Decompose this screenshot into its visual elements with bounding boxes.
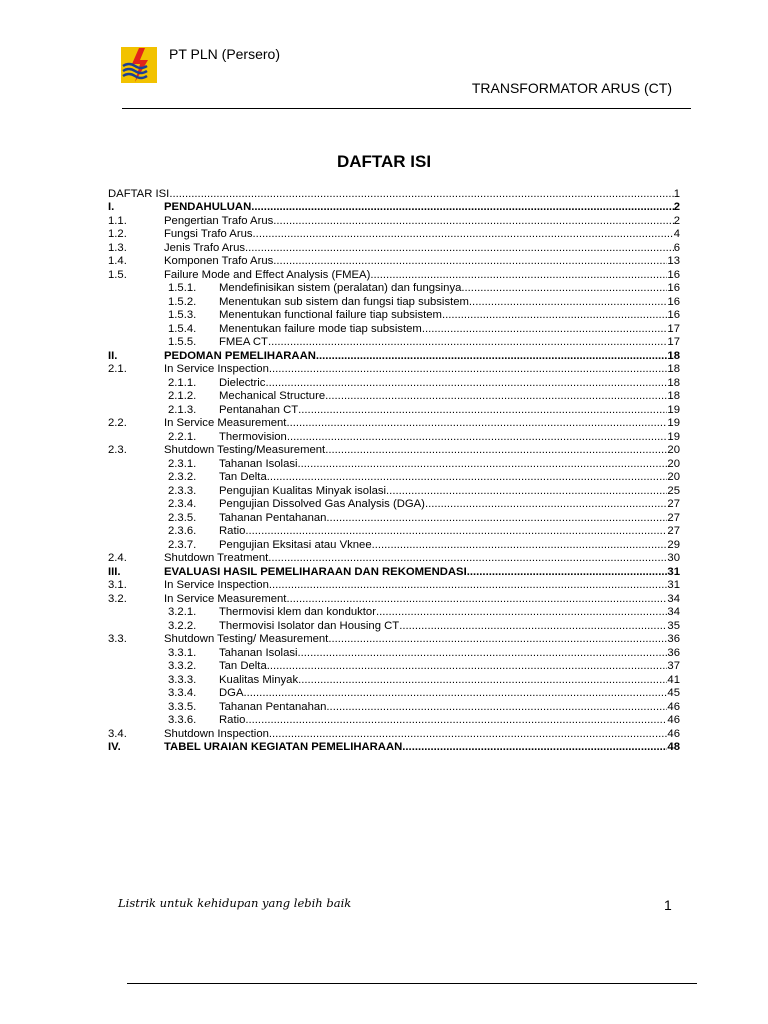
- toc-entry-title: In Service Inspection: [164, 579, 269, 591]
- toc-entry[interactable]: [108, 646, 680, 660]
- toc-entry[interactable]: [108, 633, 680, 647]
- toc-entry-title: Shutdown Inspection: [164, 727, 269, 740]
- toc-dot-leader: [245, 714, 667, 727]
- toc-dot-leader: [469, 296, 668, 309]
- toc-entry-number: 2.3.7.: [168, 538, 197, 551]
- toc-entry-page: 27: [667, 525, 680, 537]
- toc-entry-title: Jenis Trafo Arus: [164, 241, 245, 254]
- toc-entry-number: 3.3.3.: [168, 673, 197, 686]
- toc-entry-page: 31: [667, 565, 680, 578]
- toc-dot-leader: [298, 647, 668, 660]
- toc-dot-leader: [461, 282, 667, 295]
- toc-dot-leader: [268, 552, 667, 565]
- footer-tagline: Listrik untuk kehidupan yang lebih baik: [118, 896, 352, 910]
- toc-entry[interactable]: [108, 471, 680, 485]
- toc-entry[interactable]: [108, 309, 680, 323]
- toc-entry-title: FMEA CT: [219, 336, 268, 348]
- toc-entry-number: 2.1.1.: [168, 376, 197, 389]
- toc-dot-leader: [442, 309, 667, 322]
- toc-entry-number: 1.5.4.: [168, 322, 197, 335]
- toc-entry-number: 2.2.1.: [168, 430, 197, 443]
- toc-entry-title: Tahanan Isolasi: [219, 646, 298, 659]
- toc-entry-title: Tan Delta: [219, 471, 267, 483]
- toc-dot-leader: [425, 498, 667, 511]
- toc-entry-title: Mechanical Structure: [219, 390, 326, 402]
- toc-entry[interactable]: [108, 363, 680, 377]
- toc-dot-leader: [273, 215, 673, 228]
- toc-entry[interactable]: [108, 484, 680, 498]
- toc-entry-number: 3.1.: [108, 579, 127, 591]
- toc-entry[interactable]: [108, 241, 680, 255]
- toc-entry-number: 1.5.5.: [168, 336, 197, 348]
- toc-entry-title: DGA: [219, 687, 244, 699]
- toc-entry-title: Ratio: [219, 525, 246, 537]
- toc-entry-title: PENDAHULUAN: [164, 201, 252, 213]
- toc-entry[interactable]: [108, 592, 680, 606]
- toc-dot-leader: [268, 336, 667, 349]
- toc-entry[interactable]: [108, 268, 680, 282]
- toc-entry-number: 3.3.4.: [168, 687, 197, 699]
- toc-entry[interactable]: [108, 741, 680, 755]
- toc-entry-title: Menentukan failure mode tiap subsistem: [219, 322, 422, 335]
- toc-entry[interactable]: [108, 349, 680, 363]
- toc-entry-page: 18: [667, 363, 680, 375]
- toc-entry-page: 34: [667, 592, 680, 605]
- toc-entry[interactable]: [108, 295, 680, 309]
- toc-entry-title: Mendefinisikan sistem (peralatan) dan fungsinya: [219, 282, 462, 294]
- toc-entry-page: 16: [667, 268, 680, 281]
- toc-entry[interactable]: [108, 525, 680, 539]
- toc-entry-page: 18: [667, 349, 680, 362]
- toc-entry-number: 3.2.1.: [168, 606, 197, 618]
- toc-entry-title: Thermovisi Isolator dan Housing CT: [219, 619, 400, 632]
- pln-logo-icon: [118, 44, 160, 86]
- toc-entry-page: 27: [667, 511, 680, 524]
- toc-entry[interactable]: [108, 322, 680, 336]
- toc-entry-number: 2.3.6.: [168, 525, 197, 537]
- toc-dot-leader: [245, 242, 674, 255]
- toc-entry-title: Pengujian Eksitasi atau Vknee: [219, 538, 372, 551]
- toc-entry[interactable]: [108, 417, 680, 431]
- toc-entry-number: 2.3.2.: [168, 471, 197, 483]
- toc-entry-number: 1.5.1.: [168, 282, 197, 294]
- toc-dot-leader: [287, 431, 668, 444]
- toc-entry[interactable]: [108, 619, 680, 633]
- toc-entry-title: Shutdown Testing/Measurement: [164, 444, 326, 456]
- toc-entry-page: 48: [667, 741, 680, 753]
- toc-entry-page: 36: [667, 646, 680, 659]
- toc-entry-number: 1.2.: [108, 228, 127, 240]
- toc-entry-title: Fungsi Trafo Arus: [164, 228, 253, 240]
- toc-dot-leader: [269, 728, 668, 741]
- toc-entry-page: 20: [667, 457, 680, 470]
- toc-dot-leader: [298, 458, 668, 471]
- toc-entry-page: 2: [673, 201, 680, 213]
- toc-entry-number: 2.1.2.: [168, 390, 197, 402]
- toc-entry[interactable]: [108, 565, 680, 579]
- toc-entry-title: Failure Mode and Effect Analysis (FMEA): [164, 268, 371, 281]
- toc-entry-page: 34: [667, 606, 680, 618]
- toc-entry-page: 18: [667, 390, 680, 402]
- toc-entry-title: Komponen Trafo Arus: [164, 255, 274, 267]
- toc-dot-leader: [245, 525, 667, 538]
- toc-entry[interactable]: [108, 390, 680, 404]
- toc-entry[interactable]: [108, 255, 680, 269]
- toc-dot-leader: [286, 593, 667, 606]
- toc-entry-number: 2.3.1.: [168, 457, 197, 470]
- toc-entry[interactable]: [108, 727, 680, 741]
- toc-entry-title: Menentukan functional failure tiap subsistem: [219, 309, 442, 321]
- toc-dot-leader: [372, 539, 668, 552]
- toc-entry[interactable]: [108, 403, 680, 417]
- toc-dot-leader: [273, 255, 667, 268]
- toc-entry[interactable]: [108, 214, 680, 228]
- header-divider: [122, 108, 691, 109]
- toc-entry[interactable]: [108, 579, 680, 593]
- toc-entry-title: EVALUASI HASIL PEMELIHARAAN DAN REKOMENDASI: [164, 565, 467, 578]
- toc-entry-page: 35: [667, 619, 680, 632]
- toc-entry-title: Kualitas Minyak: [219, 673, 299, 686]
- toc-dot-leader: [253, 228, 674, 241]
- toc-entry-page: 1: [673, 187, 680, 200]
- toc-entry-title: In Service Measurement: [164, 417, 287, 429]
- toc-entry[interactable]: [108, 430, 680, 444]
- toc-entry-page: 6: [673, 241, 680, 254]
- toc-dot-leader: [267, 471, 668, 484]
- toc-entry-page: 30: [667, 552, 680, 564]
- toc-entry-page: 25: [667, 484, 680, 497]
- table-of-contents: [108, 187, 680, 754]
- toc-dot-leader: [267, 660, 668, 673]
- toc-entry-page: 16: [667, 295, 680, 308]
- toc-entry-number: I.: [108, 201, 115, 213]
- toc-dot-leader: [269, 579, 668, 592]
- toc-entry[interactable]: [108, 714, 680, 728]
- toc-entry-number: 1.1.: [108, 214, 127, 227]
- toc-dot-leader: [316, 350, 668, 363]
- toc-entry-title: Pengujian Kualitas Minyak isolasi: [219, 484, 387, 497]
- toc-entry-number: 2.3.5.: [168, 511, 197, 524]
- toc-entry[interactable]: [108, 511, 680, 525]
- toc-entry-number: II.: [108, 349, 118, 362]
- toc-entry-title: In Service Measurement: [164, 592, 287, 605]
- toc-entry-number: III.: [108, 565, 121, 578]
- toc-entry-title: Dielectric: [219, 376, 266, 389]
- toc-entry-title: PEDOMAN PEMELIHARAAN: [164, 349, 316, 362]
- toc-entry-title: TABEL URAIAN KEGIATAN PEMELIHARAAN: [164, 741, 403, 753]
- toc-entry-title: Tahanan Isolasi: [219, 457, 298, 470]
- toc-entry-title: Pentanahan CT: [219, 403, 299, 416]
- toc-dot-leader: [169, 188, 673, 201]
- toc-entry-title: Menentukan sub sistem dan fungsi tiap subsistem: [219, 295, 469, 308]
- toc-dot-leader: [243, 687, 667, 700]
- toc-entry-number: 1.3.: [108, 241, 127, 254]
- toc-dot-leader: [298, 674, 667, 687]
- toc-entry-page: 13: [667, 255, 680, 267]
- toc-entry-number: IV.: [108, 741, 121, 753]
- toc-entry-number: DAFTAR ISI: [108, 187, 170, 200]
- toc-entry-number: 1.5.3.: [168, 309, 197, 321]
- toc-entry-title: Tan Delta: [219, 660, 267, 672]
- toc-entry-title: Shutdown Treatment: [164, 552, 269, 564]
- toc-entry-page: 4: [673, 228, 680, 240]
- toc-entry[interactable]: [108, 282, 680, 296]
- toc-entry[interactable]: [108, 498, 680, 512]
- toc-entry-page: 46: [667, 727, 680, 740]
- toc-entry[interactable]: [108, 673, 680, 687]
- toc-entry-number: 2.1.3.: [168, 403, 197, 416]
- toc-dot-leader: [325, 390, 667, 403]
- toc-entry-title: Thermovision: [219, 430, 287, 443]
- toc-entry-title: Tahanan Pentahanan: [219, 511, 327, 524]
- toc-entry-page: 18: [667, 376, 680, 389]
- toc-entry-number: 2.3.: [108, 444, 127, 456]
- toc-entry-page: 20: [667, 444, 680, 456]
- toc-entry-title: In Service Inspection: [164, 363, 269, 375]
- toc-entry-number: 3.3.2.: [168, 660, 197, 672]
- toc-entry[interactable]: [108, 336, 680, 350]
- toc-entry[interactable]: [108, 606, 680, 620]
- toc-entry-page: 45: [667, 687, 680, 699]
- toc-entry-title: Shutdown Testing/ Measurement: [164, 633, 329, 645]
- toc-entry-number: 2.2.: [108, 417, 127, 429]
- toc-entry-title: Thermovisi klem dan konduktor: [219, 606, 376, 618]
- toc-dot-leader: [265, 377, 667, 390]
- toc-entry[interactable]: [108, 444, 680, 458]
- toc-entry[interactable]: [108, 457, 680, 471]
- toc-entry-page: 36: [667, 633, 680, 645]
- toc-entry-number: 3.4.: [108, 727, 127, 740]
- toc-entry-number: 2.3.4.: [168, 498, 197, 510]
- toc-entry[interactable]: [108, 201, 680, 215]
- toc-entry-number: 2.4.: [108, 552, 127, 564]
- toc-dot-leader: [422, 323, 668, 336]
- toc-entry-page: 19: [667, 430, 680, 443]
- toc-entry-page: 27: [667, 498, 680, 510]
- toc-entry[interactable]: [108, 228, 680, 242]
- toc-entry-page: 19: [667, 403, 680, 416]
- toc-entry[interactable]: [108, 538, 680, 552]
- toc-entry-number: 1.4.: [108, 255, 127, 267]
- toc-entry-page: 46: [667, 714, 680, 726]
- toc-entry-page: 19: [667, 417, 680, 429]
- toc-dot-leader: [386, 485, 667, 498]
- toc-entry[interactable]: [108, 552, 680, 566]
- toc-entry-number: 3.3.5.: [168, 700, 197, 713]
- toc-entry-number: 3.3.6.: [168, 714, 197, 726]
- toc-entry-number: 1.5.2.: [168, 295, 197, 308]
- toc-entry[interactable]: [108, 687, 680, 701]
- toc-entry-number: 3.2.2.: [168, 619, 197, 632]
- toc-entry-number: 1.5.: [108, 268, 127, 281]
- toc-entry[interactable]: [108, 660, 680, 674]
- toc-entry-number: 2.3.3.: [168, 484, 197, 497]
- toc-entry-page: 29: [667, 538, 680, 551]
- toc-entry[interactable]: [108, 376, 680, 390]
- toc-entry-page: 2: [673, 214, 680, 227]
- toc-entry-page: 46: [667, 700, 680, 713]
- toc-entry-page: 17: [667, 322, 680, 335]
- toc-entry-number: 3.2.: [108, 592, 127, 605]
- toc-entry-number: 2.1.: [108, 363, 127, 375]
- toc-dot-leader: [370, 269, 667, 282]
- toc-entry[interactable]: [108, 187, 680, 201]
- toc-entry-number: 3.3.1.: [168, 646, 197, 659]
- toc-entry[interactable]: [108, 700, 680, 714]
- toc-entry-title: Pengujian Dissolved Gas Analysis (DGA): [219, 498, 425, 510]
- toc-dot-leader: [376, 606, 667, 619]
- toc-entry-page: 17: [667, 336, 680, 348]
- footer-divider: [127, 983, 697, 984]
- toc-dot-leader: [328, 633, 667, 646]
- toc-dot-leader: [286, 417, 667, 430]
- toc-entry-title: Tahanan Pentanahan: [219, 700, 327, 713]
- toc-dot-leader: [269, 363, 668, 376]
- toc-entry-title: Pengertian Trafo Arus: [164, 214, 274, 227]
- toc-dot-leader: [326, 512, 667, 525]
- toc-entry-page: 37: [667, 660, 680, 672]
- toc-entry-page: 31: [667, 579, 680, 591]
- page-number: 1: [664, 897, 672, 913]
- toc-entry-title: Ratio: [219, 714, 246, 726]
- toc-entry-page: 16: [667, 309, 680, 321]
- toc-heading: DAFTAR ISI: [336, 152, 432, 171]
- toc-dot-leader: [399, 620, 667, 633]
- toc-dot-leader: [402, 741, 667, 754]
- toc-entry-page: 20: [667, 471, 680, 483]
- toc-entry-number: 3.3.: [108, 633, 127, 645]
- toc-dot-leader: [251, 201, 673, 214]
- toc-dot-leader: [326, 701, 667, 714]
- toc-entry-page: 41: [667, 673, 680, 686]
- toc-entry-page: 16: [667, 282, 680, 294]
- document-title: TRANSFORMATOR ARUS (CT): [471, 80, 672, 96]
- toc-dot-leader: [298, 404, 667, 417]
- toc-dot-leader: [467, 566, 668, 579]
- toc-dot-leader: [325, 444, 667, 457]
- company-name: PT PLN (Persero): [169, 46, 280, 62]
